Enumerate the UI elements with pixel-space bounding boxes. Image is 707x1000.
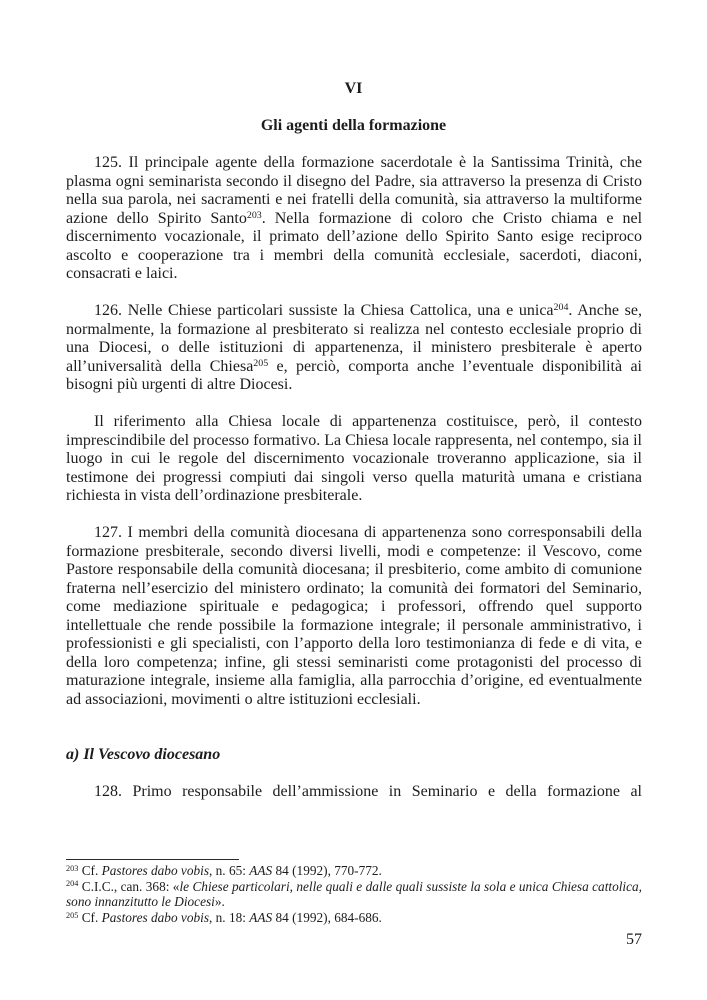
- footnote-ref: 203: [246, 209, 262, 221]
- text-run: . Anche se, normalmente, la formazione al presbiterato si realizza nel contesto ecclesiale proprio di una Diocesi, o delle istituzioni di appartenenza, il ministero presbiterale è aperto all’universalità della Chiesa: [66, 302, 642, 375]
- italic-text: AAS: [249, 863, 273, 878]
- text-run: 126. Nelle Chiese particolari sussiste la Chiesa Cattolica, una e unica: [94, 302, 554, 319]
- text-run: Cf.: [81, 863, 102, 878]
- footnote-ref: 204: [553, 302, 569, 314]
- page-number: 57: [626, 931, 642, 948]
- footnote-205: [66, 910, 642, 926]
- text-run: 128. Primo responsabile dell’ammissione in Seminario e della formazione al: [94, 783, 642, 800]
- paragraph-125: [66, 154, 642, 284]
- chapter-header: [0, 0, 707, 136]
- text-run: Cf.: [81, 909, 102, 925]
- footnote-number: 204: [66, 879, 79, 889]
- text-run: 84 (1992), 770-772.: [272, 863, 382, 878]
- paragraph-126: [66, 302, 642, 395]
- chapter-number: VI: [344, 80, 363, 97]
- footnote-203: [66, 863, 642, 879]
- italic-text: AAS: [249, 909, 273, 925]
- chapter-title: Gli agenti della formazione: [260, 117, 447, 134]
- document-body: [66, 154, 642, 802]
- footnote-204: [66, 879, 642, 910]
- footnote-ref: 205: [253, 357, 269, 369]
- text-run: 84 (1992), 684-686.: [272, 909, 382, 925]
- text-run: . Nella formazione di coloro che Cristo chiama e nel discernimento vocazionale, il primato dell’azione dello Spirito Santo esige reciproco ascolto e cooperazione tra i membri della comunità ecclesiale, sacerdoti, diaconi, consacrati e laici.: [66, 209, 643, 282]
- footnotes-area: [66, 859, 642, 925]
- text-run: , n. 65:: [209, 863, 250, 878]
- text-run: Il riferimento alla Chiesa locale di appartenenza costituisce, però, il contesto imprescindibile del processo formativo. La Chiesa locale rappresenta, nel contempo, sia il luogo in cui le regole del discernimento vocazionale troveranno applicazione, sia il testimone dei progressi compiuti dai singoli verso quella maturità umana e cristiana richiesta in vista dell’ordinazione presbiterale.: [66, 413, 642, 504]
- text-run: ».: [214, 894, 225, 910]
- footnote-list: [66, 863, 642, 925]
- text-run: 125. Il principale agente della formazione sacerdotale è la Santissima Trinità, che plasma ogni seminarista secondo il disegno del Padre, sia attraverso la presenza di Cristo nella sua parola, nei sacramenti e nei fratelli della comunità, sia attraverso la multiforme azione dello Spirito Santo: [66, 154, 642, 227]
- text-run: a) Il Vescovo diocesano: [66, 746, 221, 763]
- italic-text: Pastores dabo vobis: [101, 863, 209, 878]
- paragraph-chiesa-locale: [66, 413, 642, 506]
- footnote-number: 205: [66, 910, 79, 920]
- text-run: 127. I membri della comunità diocesana di appartenenza sono corresponsabili della formazione presbiterale, secondo diversi livelli, modi e competenze: il Vescovo, come Pastore responsabile della comunità diocesana; il presbiterio, come ambito di comunione fraterna nell’esercizio del ministero ordinato; la comunità dei formatori del Seminario, come mediazione spirituale e pedagogica; i professori, offrendo quel supporto intellettuale che rende possibile la formazione integrale; il personale amministrativo, i professionisti e gli specialisti, con l’apporto della loro testimonianza di fede e di vita, e della loro competenza; infine, gli stessi seminaristi come protagonisti del processo di maturazione integrale, insieme alla famiglia, alla parrocchia d’origine, ed eventualmente ad associazioni, movimenti o altre istituzioni ecclesiali.: [66, 524, 642, 708]
- text-run: e, perciò, comporta anche l’eventuale disponibilità ai bisogni più urgenti di altre Diocesi.: [66, 357, 642, 393]
- paragraph-127: [66, 524, 642, 709]
- footnote-number: 203: [66, 863, 79, 873]
- section-heading-a-vescovo: [66, 746, 642, 765]
- paragraph-128: [66, 783, 642, 802]
- italic-text: Pastores dabo vobis: [101, 909, 209, 925]
- text-run: C.I.C., can. 368: «: [81, 878, 180, 894]
- italic-text: le Chiese particolari, nelle quali e dalle quali sussiste la sola e unica Chiesa cattolica, sono innanzitutto le Diocesi: [66, 878, 642, 910]
- footnote-separator-rule: [66, 859, 239, 860]
- text-run: , n. 18:: [209, 909, 250, 925]
